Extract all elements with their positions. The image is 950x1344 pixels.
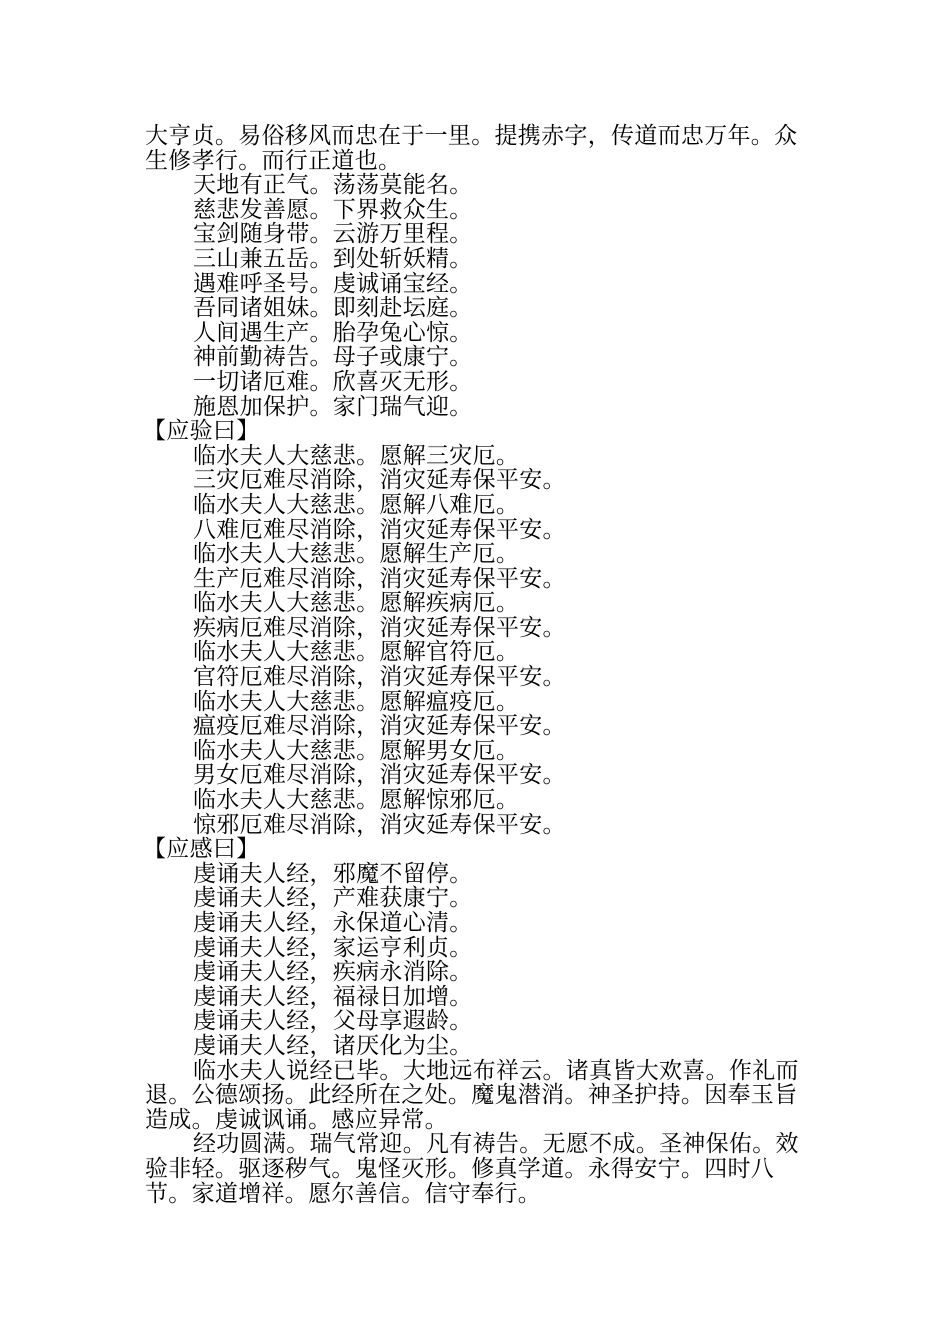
verse-line: 天地有正气。荡荡莫能名。: [193, 172, 473, 199]
yinggan-line: 虔诵夫人经，诸厌化为尘。: [193, 1032, 473, 1059]
yinggan-line: 虔诵夫人经，父母享遐龄。: [193, 1008, 473, 1035]
yingyan-line: 惊邪厄难尽消除，消灾延寿保平安。: [193, 811, 566, 838]
verse-line: 宝剑随身带。云游万里程。: [193, 221, 473, 248]
section-heading-yinggan: 【应感曰】: [143, 836, 260, 863]
verse-block: [145, 173, 815, 419]
verse-line: 遇难呼圣号。虔诚诵宝经。: [193, 270, 473, 297]
opening-paragraph: 大亨贞。易俗移风而忠在于一里。提携赤字，传道而忠万年。众生修孝行。而行正道也。: [145, 123, 798, 174]
yingyan-line: 瘟疫厄难尽消除，消灾延寿保平安。: [193, 713, 566, 740]
yingyan-line: 生产厄难尽消除，消灾延寿保平安。: [193, 565, 566, 592]
scripture-page: [145, 124, 815, 1206]
verse-line: 神前勤祷告。母子或康宁。: [193, 344, 473, 371]
yingyan-line: 临水夫人大慈悲。愿解官符厄。: [193, 639, 520, 666]
yingyan-line: 临水夫人大慈悲。愿解生产厄。: [193, 541, 520, 568]
yingyan-block: [145, 444, 815, 838]
yinggan-line: 虔诵夫人经，福禄日加增。: [193, 983, 473, 1010]
yinggan-line: 虔诵夫人经，永保道心清。: [193, 910, 473, 936]
verse-line: 三山兼五岳。到处斩妖精。: [193, 245, 473, 272]
yingyan-line: 临水夫人大慈悲。愿解疾病厄。: [193, 590, 520, 617]
closing-paragraph: 经功圆满。瑞气常迎。凡有祷告。无愿不成。圣神保佑。效验非轻。驱逐秽气。鬼怪灭形。修真学道。永得安宁。四时八节。家道增祥。愿尔善信。信守奉行。: [145, 1131, 799, 1207]
yinggan-line: 虔诵夫人经，疾病永消除。: [193, 959, 473, 986]
yingyan-line: 三灾厄难尽消除，消灾延寿保平安。: [193, 467, 566, 494]
verse-line: 人间遇生产。胎孕兔心惊。: [193, 319, 473, 346]
yingyan-line: 临水夫人大慈悲。愿解瘟疫厄。: [193, 688, 520, 715]
yinggan-line: 虔诵夫人经，产难获康宁。: [193, 885, 473, 912]
yinggan-line: 虔诵夫人经，家运亨利贞。: [193, 934, 473, 961]
verse-line: 施恩加保护。家门瑞气迎。: [193, 393, 473, 420]
yingyan-line: 临水夫人大慈悲。愿解男女厄。: [193, 737, 520, 764]
yingyan-line: 临水夫人大慈悲。愿解三灾厄。: [193, 442, 520, 469]
verse-line: 一切诸厄难。欣喜灭无形。: [193, 368, 473, 395]
yingyan-line: 临水夫人大慈悲。愿解惊邪厄。: [193, 787, 520, 814]
yinggan-block: [145, 862, 815, 1059]
yinggan-line: 虔诵夫人经，邪魔不留停。: [193, 860, 473, 887]
closing-paragraph: 临水夫人说经已毕。大地远布祥云。诸真皆大欢喜。作礼而退。公德颂扬。此经所在之处。魔鬼潜消。神圣护持。因奉玉旨造成。虔诚讽诵。感应异常。: [145, 1057, 799, 1133]
yingyan-line: 临水夫人大慈悲。愿解八难厄。: [193, 491, 520, 518]
yingyan-line: 官符厄难尽消除，消灾延寿保平安。: [193, 664, 566, 691]
yingyan-line: 疾病厄难尽消除，消灾延寿保平安。: [193, 614, 566, 641]
yingyan-line: 八难厄难尽消除，消灾延寿保平安。: [193, 516, 566, 543]
verse-line: 慈悲发善愿。下界救众生。: [193, 196, 473, 223]
yingyan-line: 男女厄难尽消除，消灾延寿保平安。: [193, 762, 566, 789]
section-heading-yingyan: 【应验曰】: [143, 418, 260, 445]
verse-line: 吾同诸姐妹。即刻赴坛庭。: [193, 295, 473, 322]
